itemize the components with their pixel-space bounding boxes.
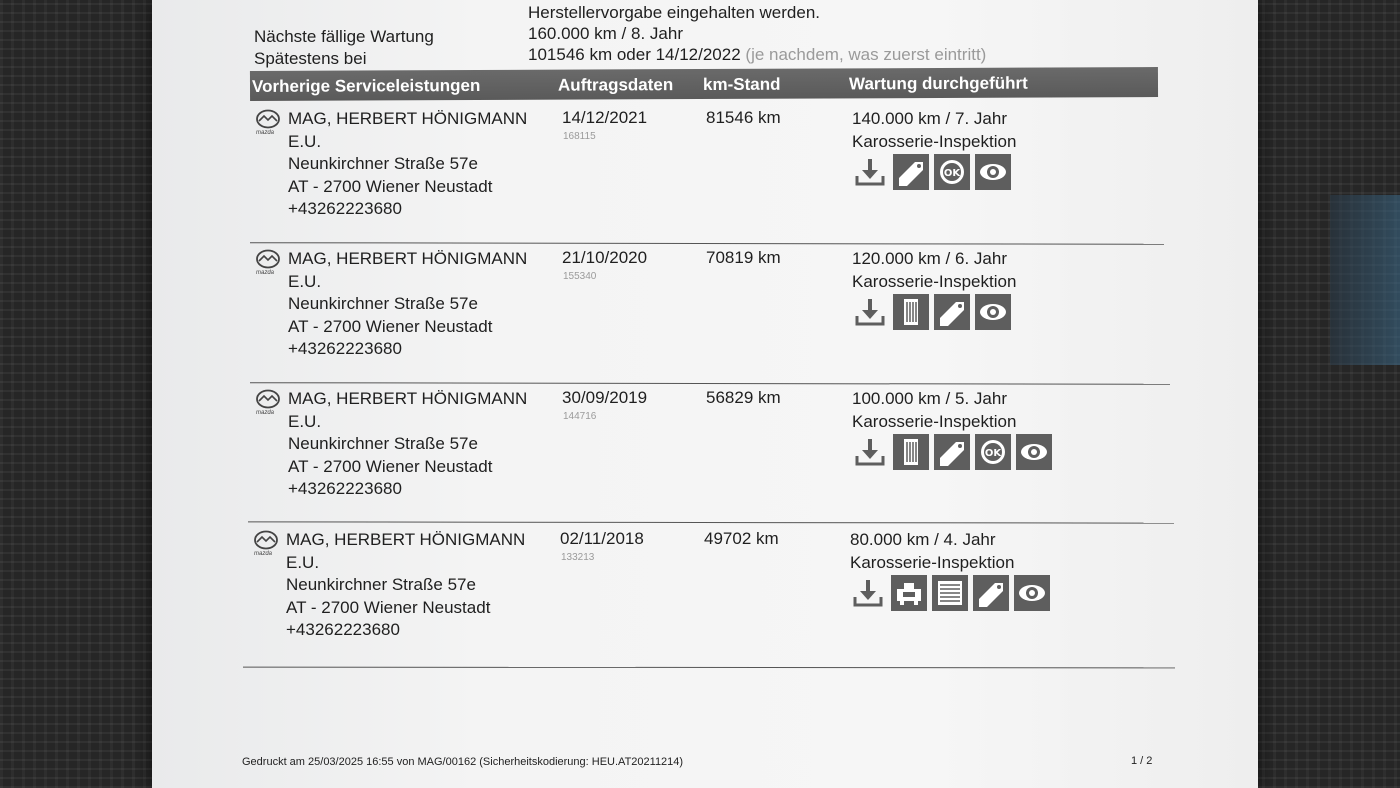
service-icons (852, 434, 1057, 472)
manufacturer-note: Herstellervorgabe eingehalten werden. (528, 3, 821, 22)
filter-icon[interactable] (893, 294, 929, 330)
service-type: Karosserie-Inspektion (852, 271, 1017, 291)
mazda-logo-text: mazda (254, 551, 273, 557)
col-order-data: Auftragsdaten (557, 75, 674, 95)
tag-icon[interactable] (934, 434, 970, 470)
col-previous-services: Vorherige Serviceleistungen (251, 75, 481, 96)
order-number: 155340 (563, 271, 597, 282)
cabin-filter-icon[interactable] (932, 575, 968, 611)
dealer-address (286, 529, 525, 642)
mazda-logo-text: mazda (256, 270, 275, 276)
dealer-address (288, 388, 527, 501)
print-footer: Gedruckt am 25/03/2025 16:55 von MAG/00162 (Sicherheitskodierung: HEU.AT20211214) (242, 756, 684, 768)
dealer-line: MAG, HERBERT HÖNIGMANN (288, 109, 528, 128)
dealer-line: +43262223680 (288, 479, 402, 498)
order-date: 21/10/2020 (562, 248, 648, 267)
service-info (852, 248, 1016, 293)
order-number: 144716 (563, 411, 597, 422)
seat-fabric-right (1240, 0, 1400, 788)
latest-label: Spätestens bei (254, 49, 367, 68)
service-info (850, 529, 1014, 574)
service-icons (852, 294, 1016, 332)
service-interval: 140.000 km / 7. Jahr (852, 109, 1007, 128)
dealer-line: AT - 2700 Wiener Neustadt (288, 176, 493, 196)
service-interval: 80.000 km / 4. Jahr (850, 530, 996, 549)
dealer-line: E.U. (288, 131, 322, 151)
dealer-line: AT - 2700 Wiener Neustadt (288, 316, 493, 336)
eye-icon[interactable] (975, 294, 1011, 330)
service-row (250, 108, 1180, 248)
dealer-line: MAG, HERBERT HÖNIGMANN (286, 530, 526, 549)
order-date: 02/11/2018 (560, 529, 644, 548)
latest-value: 101546 km oder 14/12/2022 (528, 45, 741, 64)
service-interval: 120.000 km / 6. Jahr (852, 249, 1007, 268)
car-seat-icon[interactable] (891, 575, 927, 611)
dealer-line: AT - 2700 Wiener Neustadt (288, 456, 493, 476)
service-row (250, 248, 1180, 388)
mazda-logo-icon (248, 529, 284, 563)
mileage: 81546 km (706, 108, 781, 127)
ok-badge-icon[interactable] (934, 154, 970, 190)
service-icons (852, 154, 1016, 192)
download-icon[interactable] (852, 294, 888, 330)
mileage: 49702 km (704, 529, 779, 548)
order-date: 30/09/2019 (562, 388, 648, 407)
dealer-line: MAG, HERBERT HÖNIGMANN (288, 249, 528, 268)
mazda-logo-text: mazda (256, 410, 275, 416)
next-service-value: 160.000 km / 8. Jahr (528, 24, 683, 43)
service-type: Karosserie-Inspektion (850, 552, 1015, 572)
page-number: 1 / 2 (1131, 755, 1153, 767)
tag-icon[interactable] (893, 154, 929, 190)
latest-note: (je nachdem, was zuerst eintritt) (745, 45, 987, 64)
download-icon[interactable] (852, 154, 888, 190)
dealer-line: Neunkirchner Straße 57e (288, 154, 478, 173)
background-light (1330, 195, 1400, 365)
order-number: 168115 (563, 131, 596, 142)
service-interval: 100.000 km / 5. Jahr (852, 389, 1007, 408)
service-type: Karosserie-Inspektion (852, 131, 1017, 151)
next-service-label: Nächste fällige Wartung (254, 27, 434, 46)
dealer-line: E.U. (288, 271, 322, 291)
eye-icon[interactable] (1014, 575, 1050, 611)
col-service-done: Wartung durchgeführt (848, 73, 1028, 94)
mazda-logo-icon (250, 108, 286, 142)
dealer-line: +43262223680 (286, 620, 400, 639)
service-row (248, 529, 1178, 669)
mileage: 56829 km (706, 388, 781, 407)
table-header (250, 67, 1158, 101)
mazda-logo-icon (250, 248, 286, 282)
dealer-address (288, 248, 527, 361)
service-row (250, 388, 1180, 528)
service-type: Karosserie-Inspektion (852, 411, 1017, 431)
svg-text:OK: OK (943, 168, 961, 179)
dealer-line: Neunkirchner Straße 57e (288, 434, 478, 453)
seat-fabric-left (0, 0, 170, 788)
tag-icon[interactable] (934, 294, 970, 330)
tag-icon[interactable] (973, 575, 1009, 611)
ok-badge-icon[interactable] (975, 434, 1011, 470)
order-date: 14/12/2021 (562, 108, 648, 127)
svg-text:OK: OK (984, 448, 1002, 459)
col-mileage: km-Stand (702, 74, 781, 95)
eye-icon[interactable] (975, 154, 1011, 190)
dealer-line: MAG, HERBERT HÖNIGMANN (288, 389, 528, 408)
dealer-line: Neunkirchner Straße 57e (288, 294, 478, 313)
service-info (852, 388, 1016, 433)
dealer-line: E.U. (288, 411, 322, 431)
dealer-line: E.U. (286, 552, 320, 572)
download-icon[interactable] (850, 575, 886, 611)
download-icon[interactable] (852, 434, 888, 470)
service-info (852, 108, 1016, 153)
dealer-line: +43262223680 (288, 199, 402, 218)
latest-due (528, 45, 986, 65)
mazda-logo-icon (250, 388, 286, 422)
filter-icon[interactable] (893, 434, 929, 470)
dealer-line: +43262223680 (288, 339, 402, 358)
dealer-address (288, 108, 527, 221)
order-number: 133213 (561, 552, 595, 563)
dealer-line: Neunkirchner Straße 57e (286, 575, 476, 594)
mazda-logo-text: mazda (256, 130, 275, 136)
eye-icon[interactable] (1016, 434, 1052, 470)
mileage: 70819 km (706, 248, 781, 267)
service-icons (850, 575, 1055, 613)
dealer-line: AT - 2700 Wiener Neustadt (286, 597, 491, 617)
